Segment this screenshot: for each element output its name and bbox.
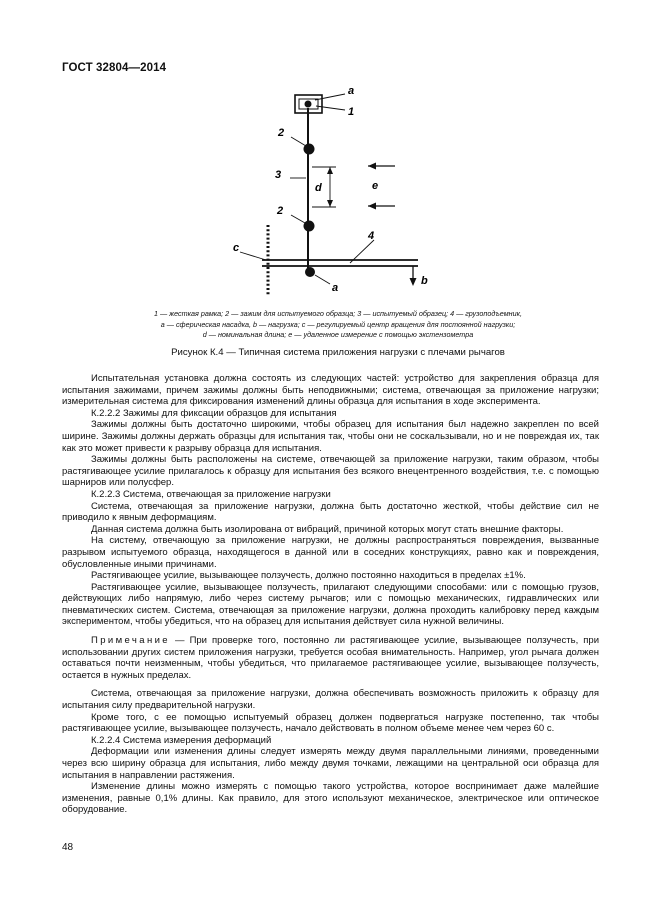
paragraph: Система, отвечающая за приложение нагрузки, должна быть достаточно жесткой, чтобы действие сил не приводило к явным деформациям. (62, 500, 599, 524)
label-a-top: a (348, 85, 355, 97)
label-c: c (233, 242, 240, 254)
clamp-bottom (304, 221, 315, 232)
document-body (62, 373, 599, 816)
paragraph: Кроме того, с ее помощью испытуемый образец должен подвергаться нагрузке постепенно, так чтобы растягивающее усилие, вызывающее ползучесть, начало действовать в полном объеме менее чем через 60 с. (62, 711, 599, 735)
paragraph: Испытательная установка должна состоять из следующих частей: устройство для закрепления образца для испытания зажимами, причем зажимы должны быть неподвижными; система, отвечающая за приложение нагрузки; измерительная система для фиксирования изменений длины образца для испытания в ходе эксперимента. (62, 373, 599, 408)
note-text: — При проверке того, постоянно ли растягивающее усилие, вызывающее ползучесть, при использовании других систем приложения нагрузки, требуется особая внимательность. Например, угол рычага должен оставаться почти неизменным, чтобы убедиться, что прилагаемое растягивающее усилие, вызывающее ползучесть, остается в нужных пределах. (62, 635, 599, 681)
paragraph: Данная система должна быть изолирована от вибраций, причиной которых могут стать внешние факторы. (91, 523, 564, 535)
page-number: 48 (62, 842, 74, 853)
label-4: 4 (368, 230, 375, 242)
label-3: 3 (275, 169, 282, 181)
lever-load-system-diagram (0, 80, 646, 305)
figure-legend (62, 309, 614, 341)
label-2-top: 2 (278, 127, 285, 139)
spherical-tip-top (305, 101, 312, 108)
paragraph: Изменение длины можно измерять с помощью такого устройства, которое воспринимает даже малейшие изменения, равные 0,1% длины. Как правило, для этого используют механическое, электрическое или оптическое оборудование. (62, 781, 599, 816)
legend-line: a — сферическая насадка, b — нагрузка; c — регулируемый центр вращения для постоянной нагрузки; (160, 319, 516, 329)
paragraph: Зажимы должны быть расположены на системе, отвечающей за приложение нагрузки, таким образом, чтобы растягивающее усилие прилагалось к образцу для испытания без всякого внецентренного воздействия, т.е. с помощью шарниров или полусфер. (62, 454, 599, 489)
section-heading: К.2.2.4 Система измерения деформаций (91, 734, 272, 746)
note (62, 635, 599, 681)
legend-line: 1 — жесткая рамка; 2 — зажим для испытуемого образца; 3 — испытуемый образец; 4 — грузоподъемник, (154, 309, 522, 318)
figure-k4 (0, 80, 646, 305)
label-1: 1 (348, 106, 355, 118)
paragraph: Растягивающее усилие, вызывающее ползучесть, прилагают следующими способами: или с помощью грузов, действующих либо напрямую, либо через систему рычагов; или с помощью механических, гидравлических или пневматических систем. Система, отвечающая за приложение нагрузки, должна проходить калибровку перед каждым экспериментом, чтобы убедиться, что на образец для испытания действует сила нужной величины. (62, 581, 599, 628)
label-d: d (315, 182, 322, 194)
section-heading: К.2.2.2 Зажимы для фиксации образцов для испытания (91, 407, 337, 419)
spherical-tip-bottom (305, 267, 315, 277)
paragraph: Деформации или изменения длины следует измерять между двумя параллельными линиями, проведенными через всю ширину образца для испытания, либо между двумя точками, лежащими на центральной оси образца для испытания в направлении растяжения. (62, 746, 599, 781)
paragraph: Система, отвечающая за приложение нагрузки, должна обеспечивать возможность приложить к образцу для испытания силу предварительной нагрузки. (62, 688, 599, 712)
label-e: e (372, 180, 379, 192)
document-header: ГОСТ 32804—2014 (62, 62, 167, 74)
label-a-bottom: a (332, 282, 339, 294)
section-heading: К.2.2.3 Система, отвечающая за приложение нагрузки (91, 488, 331, 500)
paragraph: Зажимы должны быть достаточно широкими, чтобы образец для испытания был надежно закреплен по всей ширине. Зажимы должны держать образцы для испытания так, чтобы они не соскальзывали, но и не повреждая их, так как это может привести к разрыву образца для испытания. (62, 419, 599, 454)
legend-line: d — номинальная длина; e — удаленное измерение с помощью экстензометра (202, 330, 474, 339)
paragraph: На систему, отвечающую за приложение нагрузки, не должны распространяться повреждения, вызванные разрывом испытуемого образца, находящегося в данной или в соседних конструкциях, равно как и повреждения, обусловленные иными причинами. (62, 535, 599, 570)
figure-caption: Рисунок К.4 — Типичная система приложения нагрузки с плечами рычагов (171, 347, 505, 358)
label-2-bottom: 2 (277, 205, 284, 217)
note-label: Примечание (91, 635, 170, 647)
paragraph: Растягивающее усилие, вызывающее ползучесть, должно постоянно находиться в пределах ±1%. (91, 570, 526, 582)
label-b: b (421, 275, 428, 287)
